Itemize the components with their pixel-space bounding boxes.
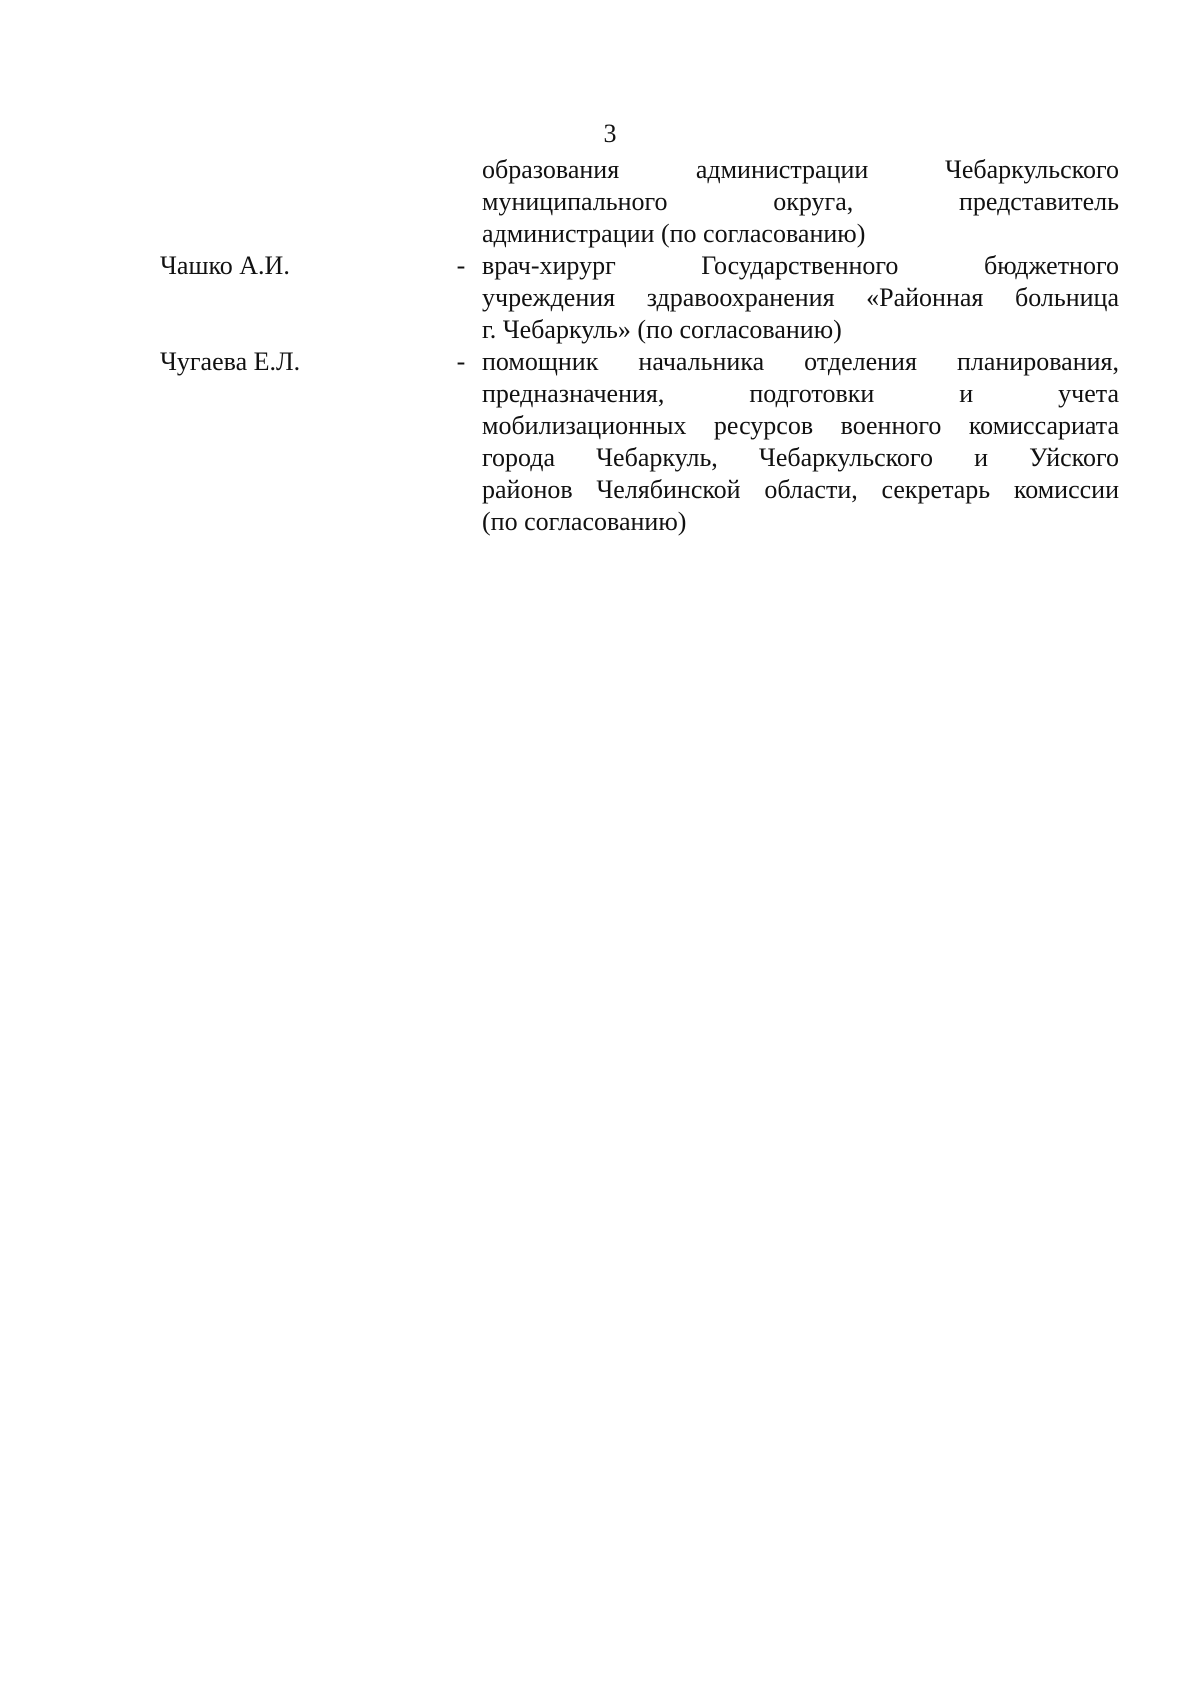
description-line: администрации (по согласованию) [482, 219, 866, 248]
description-line: районов Челябинской области, секретарь комиссии [482, 475, 1119, 504]
separator-dash: - [456, 251, 466, 280]
description-line: врач-хирург Государственного бюджетного [482, 251, 1119, 280]
description-line: г. Чебаркуль» (по согласованию) [482, 315, 842, 344]
separator-dash: - [456, 347, 466, 376]
member-position [482, 346, 1119, 538]
description-line: (по согласованию) [482, 507, 687, 536]
description-line: предназначения, подготовки и учета [482, 379, 1119, 408]
page-number: 3 [603, 119, 617, 148]
entry-description [482, 154, 1119, 250]
description-line: помощник начальника отделения планирования, [482, 347, 1119, 376]
description-line: мобилизационных ресурсов военного комиссариата [482, 411, 1119, 440]
description-line: образования администрации Чебаркульского [482, 155, 1119, 184]
member-position [482, 250, 1119, 346]
description-line: учреждения здравоохранения «Районная больница [482, 283, 1119, 312]
member-entry [160, 250, 1120, 346]
continued-entry [160, 154, 1120, 250]
description-line: муниципального округа, представитель [482, 187, 1119, 216]
description-line: города Чебаркуль, Чебаркульского и Уйского [482, 443, 1119, 472]
member-name: Чашко А.И. [160, 251, 290, 280]
commission-member-list [160, 154, 1120, 538]
member-name: Чугаева Е.Л. [160, 347, 301, 376]
member-entry [160, 346, 1120, 538]
